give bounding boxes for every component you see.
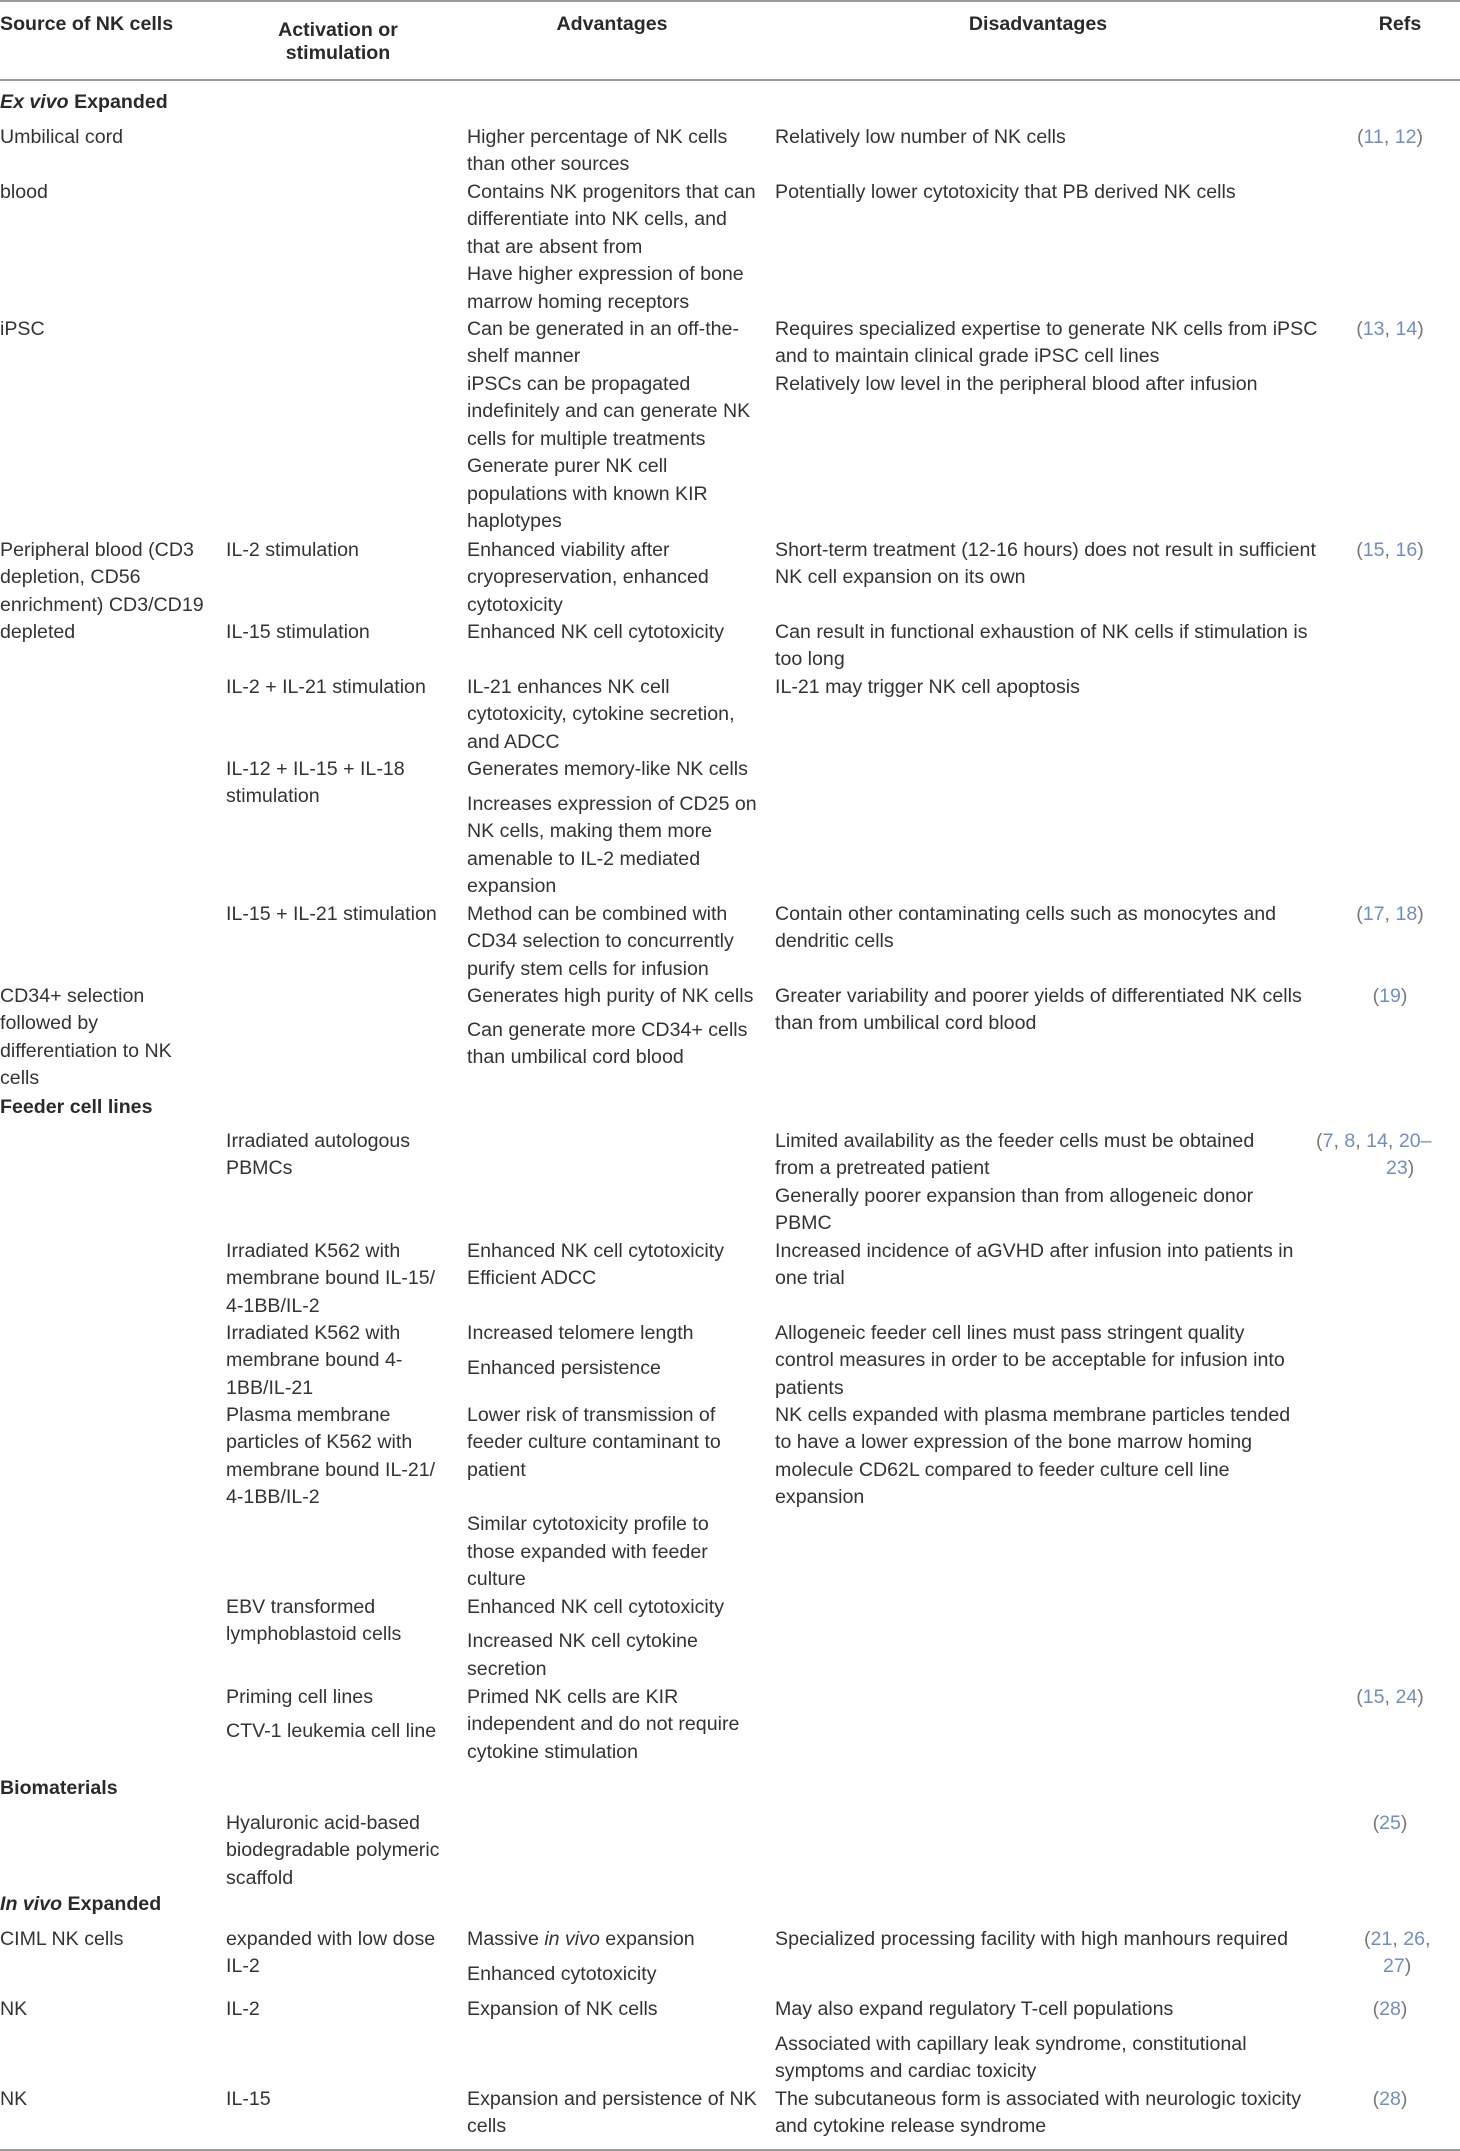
feeder-ebv-adv-line: Enhanced NK cell cytotoxicity	[467, 1596, 725, 1618]
pb-il15-dis-line: too long	[775, 648, 845, 670]
nk-il2-activation: IL-2	[226, 1998, 260, 2020]
feeder-plasma-adv-line: feeder culture contaminant to	[467, 1431, 721, 1453]
ref-link[interactable]: 7	[1322, 1130, 1334, 1152]
ref-link[interactable]: 28	[1379, 2088, 1401, 2110]
source-cd34-line: cells	[0, 1067, 40, 1089]
pb-il2-il21-dis: IL-21 may trigger NK cell apoptosis	[775, 676, 1080, 698]
nk-il15-dis-line: The subcutaneous form is associated with neurologic toxicity	[775, 2088, 1302, 2110]
feeder-plasma-adv-line: culture	[467, 1568, 526, 1590]
feeder-ebv-adv-line: secretion	[467, 1658, 547, 1680]
ref-link[interactable]: 8	[1344, 1130, 1356, 1152]
feeder-priming-refs: (15, 24)	[1356, 1686, 1424, 1708]
pb-il2-activation: IL-2 stimulation	[226, 539, 359, 561]
ciml-activation-line: IL-2	[226, 1955, 260, 1977]
ref-link[interactable]: 12	[1394, 126, 1417, 148]
section-in-vivo: In vivo Expanded	[0, 1893, 162, 1915]
feeder-priming-adv-line: cytokine stimulation	[467, 1741, 638, 1763]
feeder-k562-il15-activation-line: 4-1BB/IL-2	[226, 1295, 320, 1317]
ipsc-adv-line: Generate purer NK cell	[467, 455, 668, 477]
header-advantages: Advantages	[556, 13, 668, 35]
feeder-pbmc-activation-line: Irradiated autologous	[226, 1130, 411, 1152]
pb-il15-il21-adv-line: Method can be combined with	[467, 903, 728, 925]
cd34-dis-line: than from umbilical cord blood	[775, 1012, 1037, 1034]
pb-il15-il21-dis-line: dendritic cells	[775, 930, 894, 952]
nk-il2-refs: (28)	[1372, 1998, 1408, 2020]
pb-il2-refs: (15, 16)	[1356, 539, 1424, 561]
feeder-plasma-adv-line: Similar cytotoxicity profile to	[467, 1513, 709, 1535]
ucb-adv-line: marrow homing receptors	[467, 291, 690, 313]
ipsc-adv-line: indefinitely and can generate NK	[467, 400, 751, 422]
ref-link[interactable]: 14	[1395, 318, 1418, 340]
pb-il12-adv-line: Generates memory-like NK cells	[467, 758, 748, 780]
source-pb-line: depletion, CD56	[0, 566, 141, 588]
ucb-dis-line: Potentially lower cytotoxicity that PB derived NK cells	[775, 181, 1236, 203]
bio-refs: (25)	[1372, 1812, 1408, 1834]
pb-il2-dis-line: Short-term treatment (12-16 hours) does not result in sufficient	[775, 539, 1316, 561]
feeder-k562-il15-dis-line: one trial	[775, 1267, 845, 1289]
source-nk-il15: NK	[0, 2088, 28, 2110]
pb-il15-activation: IL-15 stimulation	[226, 621, 370, 643]
ipsc-adv-line: haplotypes	[467, 510, 562, 532]
feeder-k562-il21-adv-line: Increased telomere length	[467, 1322, 694, 1344]
feeder-ebv-activation-line: lymphoblastoid cells	[226, 1623, 402, 1645]
ref-link[interactable]: 24	[1395, 1686, 1418, 1708]
cd34-adv-line: Generates high purity of NK cells	[467, 985, 754, 1007]
pb-il2-adv-line: Enhanced viability after	[467, 539, 670, 561]
feeder-k562-il21-activation-line: 1BB/IL-21	[226, 1377, 314, 1399]
feeder-plasma-dis-line: to have a lower expression of the bone marrow homing	[775, 1431, 1253, 1453]
ref-link[interactable]: 26	[1403, 1928, 1426, 1950]
pb-il12-activation-line: stimulation	[226, 785, 320, 807]
feeder-plasma-activation-line: membrane bound IL-21/	[226, 1459, 436, 1481]
ciml-activation-line: expanded with low dose	[226, 1928, 436, 1950]
feeder-k562-il15-adv-line: Efficient ADCC	[467, 1267, 597, 1289]
ref-link[interactable]: 11	[1363, 126, 1384, 148]
ref-link[interactable]: 13	[1362, 318, 1385, 340]
ciml-adv-line: Massive in vivo expansion	[467, 1928, 695, 1950]
ipsc-adv-line: iPSCs can be propagated	[467, 373, 691, 395]
pb-il15-il21-activation: IL-15 + IL-21 stimulation	[226, 903, 437, 925]
source-cd34-line: differentiation to NK	[0, 1040, 172, 1062]
ref-link[interactable]: 21	[1370, 1928, 1393, 1950]
header-refs: Refs	[1378, 13, 1422, 35]
ipsc-adv-line: shelf manner	[467, 345, 581, 367]
feeder-k562-il15-activation-line: membrane bound IL-15/	[226, 1267, 436, 1289]
pb-il2-adv-line: cryopreservation, enhanced	[467, 566, 709, 588]
source-cd34-line: CD34+ selection	[0, 985, 145, 1007]
feeder-k562-il15-activation-line: Irradiated K562 with	[226, 1240, 401, 1262]
pb-il12-adv-line: expansion	[467, 875, 557, 897]
ucb-adv-line: Have higher expression of bone	[467, 263, 744, 285]
ucb-adv-line: Contains NK progenitors that can	[467, 181, 756, 203]
feeder-plasma-adv-line: Lower risk of transmission of	[467, 1404, 716, 1426]
ucb-dis-line: Relatively low number of NK cells	[775, 126, 1066, 148]
feeder-k562-il15-adv-line: Enhanced NK cell cytotoxicity	[467, 1240, 725, 1262]
nk-il15-adv-line: cells	[467, 2115, 507, 2137]
bio-activation-line: scaffold	[226, 1867, 294, 1889]
source-ciml: CIML NK cells	[0, 1928, 124, 1950]
pb-il12-activation-line: IL-12 + IL-15 + IL-18	[226, 758, 405, 780]
source-cd34-line: followed by	[0, 1012, 99, 1034]
cd34-refs: (19)	[1372, 985, 1408, 1007]
feeder-plasma-dis-line: expansion	[775, 1486, 865, 1508]
ciml-adv-line: Enhanced cytotoxicity	[467, 1963, 657, 1985]
ref-link[interactable]: 19	[1379, 985, 1401, 1007]
pb-il2-il21-adv-line: IL-21 enhances NK cell	[467, 676, 670, 698]
cd34-dis-line: Greater variability and poorer yields of differentiated NK cells	[775, 985, 1302, 1007]
ref-link[interactable]: 17	[1362, 903, 1385, 925]
feeder-ebv-adv-line: Increased NK cell cytokine	[467, 1630, 698, 1652]
nk-il15-activation: IL-15	[226, 2088, 271, 2110]
ucb-adv-line: Higher percentage of NK cells	[467, 126, 728, 148]
feeder-plasma-adv-line: those expanded with feeder	[467, 1541, 708, 1563]
feeder-plasma-activation-line: Plasma membrane	[226, 1404, 391, 1426]
ref-link[interactable]: 28	[1379, 1998, 1401, 2020]
cd34-adv-line: than umbilical cord blood	[467, 1046, 684, 1068]
nk-il15-refs: (28)	[1372, 2088, 1408, 2110]
nk-il15-adv-line: Expansion and persistence of NK	[467, 2088, 757, 2110]
pb-il12-adv-line: NK cells, making them more	[467, 820, 712, 842]
ipsc-dis-line: Requires specialized expertise to generate NK cells from iPSC	[775, 318, 1318, 340]
ipsc-dis-line: Relatively low level in the peripheral blood after infusion	[775, 373, 1258, 395]
feeder-pbmc-dis-line: PBMC	[775, 1212, 832, 1234]
pb-il12-adv-line: Increases expression of CD25 on	[467, 793, 757, 815]
feeder-pbmc-activation-line: PBMCs	[226, 1157, 293, 1179]
feeder-k562-il21-dis-line: patients	[775, 1377, 844, 1399]
pb-il15-il21-dis-line: Contain other contaminating cells such as monocytes and	[775, 903, 1277, 925]
feeder-pbmc-dis-line: Limited availability as the feeder cells must be obtained	[775, 1130, 1255, 1152]
feeder-priming-activation-line: CTV-1 leukemia cell line	[226, 1720, 437, 1742]
source-pb-line: depleted	[0, 621, 76, 643]
pb-il2-il21-adv-line: and ADCC	[467, 731, 560, 753]
pb-il2-il21-activation: IL-2 + IL-21 stimulation	[226, 676, 426, 698]
nk-il15-dis-line: and cytokine release syndrome	[775, 2115, 1047, 2137]
ipsc-adv-line: populations with known KIR	[467, 483, 708, 505]
source-ucb-line2: blood	[0, 181, 48, 203]
bio-activation-line: biodegradable polymeric	[226, 1839, 440, 1861]
section-ex-vivo: Ex vivo Expanded	[0, 91, 168, 113]
nk-il2-adv: Expansion of NK cells	[467, 1998, 658, 2020]
ref-link[interactable]: 25	[1379, 1812, 1401, 1834]
ref-link[interactable]: 15	[1362, 539, 1385, 561]
feeder-plasma-dis-line: NK cells expanded with plasma membrane particles tended	[775, 1404, 1291, 1426]
table-top-rule	[0, 0, 1460, 2]
header-disadvantages: Disadvantages	[968, 13, 1108, 35]
pb-il15-il21-adv-line: CD34 selection to concurrently	[467, 930, 734, 952]
feeder-pbmc-dis-line: Generally poorer expansion than from allogeneic donor	[775, 1185, 1254, 1207]
header-rule	[0, 79, 1460, 81]
feeder-plasma-adv-line: patient	[467, 1459, 526, 1481]
source-ipsc: iPSC	[0, 318, 45, 340]
feeder-pbmc-refs-cont: 23)	[1386, 1157, 1415, 1179]
bio-activation-line: Hyaluronic acid-based	[226, 1812, 420, 1834]
pb-il2-adv-line: cytotoxicity	[467, 594, 563, 616]
feeder-plasma-dis-line: molecule CD62L compared to feeder culture cell line	[775, 1459, 1230, 1481]
ipsc-dis-line: and to maintain clinical grade iPSC cell lines	[775, 345, 1160, 367]
ucb-adv-line: that are absent from	[467, 236, 643, 258]
ucb-adv-line: differentiate into NK cells, and	[467, 208, 727, 230]
ipsc-refs: (13, 14)	[1356, 318, 1424, 340]
ipsc-adv-line: Can be generated in an off-the-	[467, 318, 739, 340]
source-ucb-line1: Umbilical cord	[0, 126, 124, 148]
ipsc-adv-line: cells for multiple treatments	[467, 428, 706, 450]
feeder-plasma-activation-line: 4-1BB/IL-2	[226, 1486, 320, 1508]
feeder-ebv-activation-line: EBV transformed	[226, 1596, 376, 1618]
ciml-dis: Specialized processing facility with high manhours required	[775, 1928, 1288, 1950]
source-nk-il2: NK	[0, 1998, 28, 2020]
feeder-k562-il21-adv-line: Enhanced persistence	[467, 1357, 661, 1379]
feeder-plasma-activation-line: particles of K562 with	[226, 1431, 413, 1453]
pb-il15-il21-refs: (17, 18)	[1356, 903, 1424, 925]
ciml-refs: (21, 26,	[1364, 1928, 1431, 1950]
pb-il2-dis-line: NK cell expansion on its own	[775, 566, 1026, 588]
ref-link[interactable]: 20–	[1398, 1130, 1432, 1152]
feeder-k562-il21-activation-line: membrane bound 4-	[226, 1349, 403, 1371]
pb-il15-adv: Enhanced NK cell cytotoxicity	[467, 621, 725, 643]
ucb-refs: (11, 12)	[1356, 126, 1424, 148]
header-activation-line1: Activation or	[278, 19, 398, 41]
feeder-priming-adv-line: independent and do not require	[467, 1713, 740, 1735]
ref-link[interactable]: 15	[1362, 1686, 1385, 1708]
pb-il2-il21-adv-line: cytotoxicity, cytokine secretion,	[467, 703, 735, 725]
source-pb-line: Peripheral blood (CD3	[0, 539, 194, 561]
feeder-pbmc-refs: (7, 8, 14, 20–	[1316, 1130, 1432, 1152]
ref-link[interactable]: 16	[1395, 539, 1418, 561]
ciml-refs-cont: 27)	[1383, 1955, 1412, 1977]
feeder-pbmc-dis-line: from a pretreated patient	[775, 1157, 990, 1179]
pb-il15-il21-adv-line: purify stem cells for infusion	[467, 958, 709, 980]
nk-il2-dis-line: May also expand regulatory T-cell populations	[775, 1998, 1174, 2020]
ref-link[interactable]: 27	[1383, 1955, 1405, 1977]
section-biomaterials: Biomaterials	[0, 1777, 118, 1799]
ref-link[interactable]: 18	[1395, 903, 1418, 925]
nk-il2-dis-line: Associated with capillary leak syndrome, constitutional	[775, 2033, 1247, 2055]
source-pb-line: enrichment) CD3/CD19	[0, 594, 204, 616]
ucb-adv-line: than other sources	[467, 153, 630, 175]
nk-il2-dis-line: symptoms and cardiac toxicity	[775, 2060, 1037, 2082]
ref-link[interactable]: 23	[1386, 1157, 1408, 1179]
feeder-priming-activation-line: Priming cell lines	[226, 1686, 374, 1708]
feeder-k562-il21-dis-line: control measures in order to be acceptable for infusion into	[775, 1349, 1285, 1371]
feeder-k562-il21-dis-line: Allogeneic feeder cell lines must pass stringent quality	[775, 1322, 1245, 1344]
section-feeder-cell-lines: Feeder cell lines	[0, 1096, 153, 1118]
cd34-adv-line: Can generate more CD34+ cells	[467, 1019, 748, 1041]
header-source: Source of NK cells	[0, 13, 174, 35]
ref-link[interactable]: 14	[1366, 1130, 1388, 1152]
pb-il15-dis-line: Can result in functional exhaustion of NK cells if stimulation is	[775, 621, 1308, 643]
feeder-k562-il21-activation-line: Irradiated K562 with	[226, 1322, 401, 1344]
feeder-priming-adv-line: Primed NK cells are KIR	[467, 1686, 679, 1708]
header-activation-line2: stimulation	[285, 42, 391, 64]
feeder-k562-il15-dis-line: Increased incidence of aGVHD after infusion into patients in	[775, 1240, 1294, 1262]
pb-il12-adv-line: amenable to IL-2 mediated	[467, 848, 701, 870]
